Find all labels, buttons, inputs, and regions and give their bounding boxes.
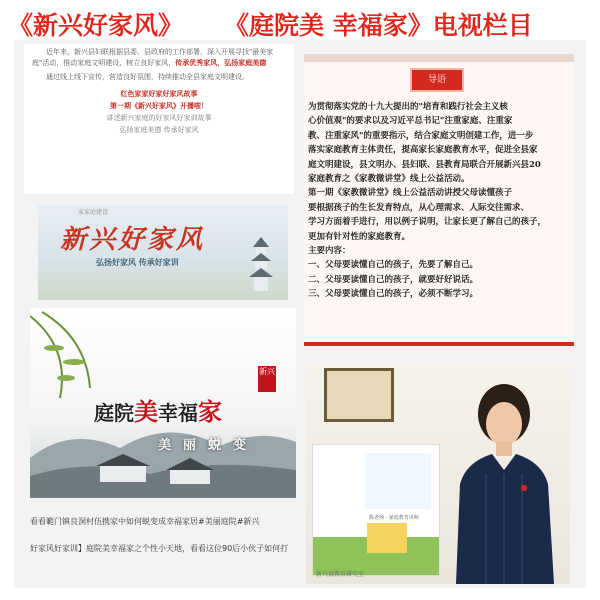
- banner-title: 新兴好家风: [60, 225, 206, 255]
- inset-caption: 陈老师 · 家庭教育讲师: [369, 515, 419, 521]
- title-part: 庭院: [94, 401, 134, 425]
- inset-slide: [312, 444, 440, 576]
- family-education-document: [304, 54, 574, 346]
- document-line: 心价值观"的要求以及习近平总书记"注重家庭、注重家: [308, 116, 513, 127]
- article-excerpt-panel: [24, 44, 294, 194]
- banner-title: [94, 392, 222, 427]
- video-caption[interactable]: 好家风好家训】庭院美幸福家之个性小天地，看看这位90后小伙子如何打: [30, 544, 289, 553]
- document-line: 落实家庭教育主体责任，提高家长家庭教育水平，促进全县家: [308, 145, 538, 156]
- document-line: 主要内容：: [308, 246, 351, 257]
- lecture-video-frame[interactable]: [306, 362, 570, 584]
- article-text: 近年来，新兴县妇联根据县委、县政府的工作部署，深入开展寻找"最美家庭"活动，推动家庭文明建设，树立良好家风，: [32, 48, 274, 67]
- banner-tag: 家家庭建设: [78, 209, 109, 216]
- headline-right-title: 《庭院美 幸福家》电视栏目: [224, 11, 533, 40]
- episode-announcement: 第一期《新兴好家风》开播啦！: [110, 102, 208, 110]
- document-line: 家庭教育之《家教微讲堂》线上公益活动。: [308, 174, 470, 185]
- banner-slogan: 弘扬好家风 传承好家训: [96, 258, 179, 267]
- document-body: [308, 100, 574, 302]
- document-line: 要根据孩子的生长发育特点，从心理需求、人际交往需求、: [308, 202, 530, 213]
- inset-house: [367, 523, 407, 553]
- good-family-style-banner: [38, 205, 288, 300]
- article-highlight: 传承优秀家风，弘扬家庭美德: [175, 59, 267, 67]
- headline: [0, 6, 600, 42]
- banner-subtitle: 美丽蜕变: [158, 438, 259, 453]
- wall-painting: [324, 368, 394, 422]
- presenter-figure: [446, 384, 566, 584]
- document-line: 教、注重家风"的重要指示，结合家庭文明创建工作，进一步: [308, 130, 534, 141]
- document-line: 更加有针对性的家庭教育。: [308, 231, 411, 242]
- inset-photo: [365, 453, 431, 509]
- article-subtitle: 红色家家好家好家风故事: [120, 90, 198, 98]
- courtyard-happy-home-banner: [30, 308, 296, 498]
- pagoda-icon: [246, 235, 276, 293]
- document-line: 学习方面着手进行，用以例子说明，让家长更了解自己的孩子，: [308, 217, 547, 228]
- document-line: 庭文明建设，县文明办、县妇联、县教育局联合开展新兴县20: [308, 159, 541, 170]
- video-caption[interactable]: 看看範门镇良洞村伍携家中如何蜕变成幸福家居#美丽庭院#新兴: [30, 517, 260, 526]
- video-footer-credit: 新兴县教育研究室: [316, 571, 365, 578]
- title-highlight: 家: [198, 397, 222, 426]
- document-line: 三、父母要读懂自己的孩子，必须不断学习。: [308, 289, 479, 300]
- article-line: 讲述新兴家庭的好家风好家训故事: [106, 114, 212, 122]
- title-highlight: 美: [134, 397, 158, 426]
- document-line: 二、父母要读懂自己的孩子，就要好好说话。: [308, 274, 479, 285]
- article-paragraph-2: 通过线上线下宣传，营造良好氛围，持续推动全县家庭文明建设。: [46, 73, 249, 81]
- document-header-bar: [304, 54, 574, 62]
- document-line: 第一期《家教微讲堂》线上公益活动讲授父母读懂孩子: [308, 188, 513, 199]
- document-line: 一、父母要读懂自己的孩子，先要了解自己。: [308, 260, 479, 271]
- article-paragraph: [32, 47, 286, 69]
- seal-stamp: 新兴: [258, 366, 276, 392]
- title-part: 幸福: [158, 401, 198, 425]
- intro-badge: 导语: [410, 68, 464, 92]
- article-line: 弘扬家庭美德 传承好家风: [119, 126, 199, 134]
- headline-left-title: 《新兴好家风》: [8, 11, 184, 40]
- document-line: 为贯彻落实党的十九大提出的"培育和践行社会主义核: [308, 102, 508, 112]
